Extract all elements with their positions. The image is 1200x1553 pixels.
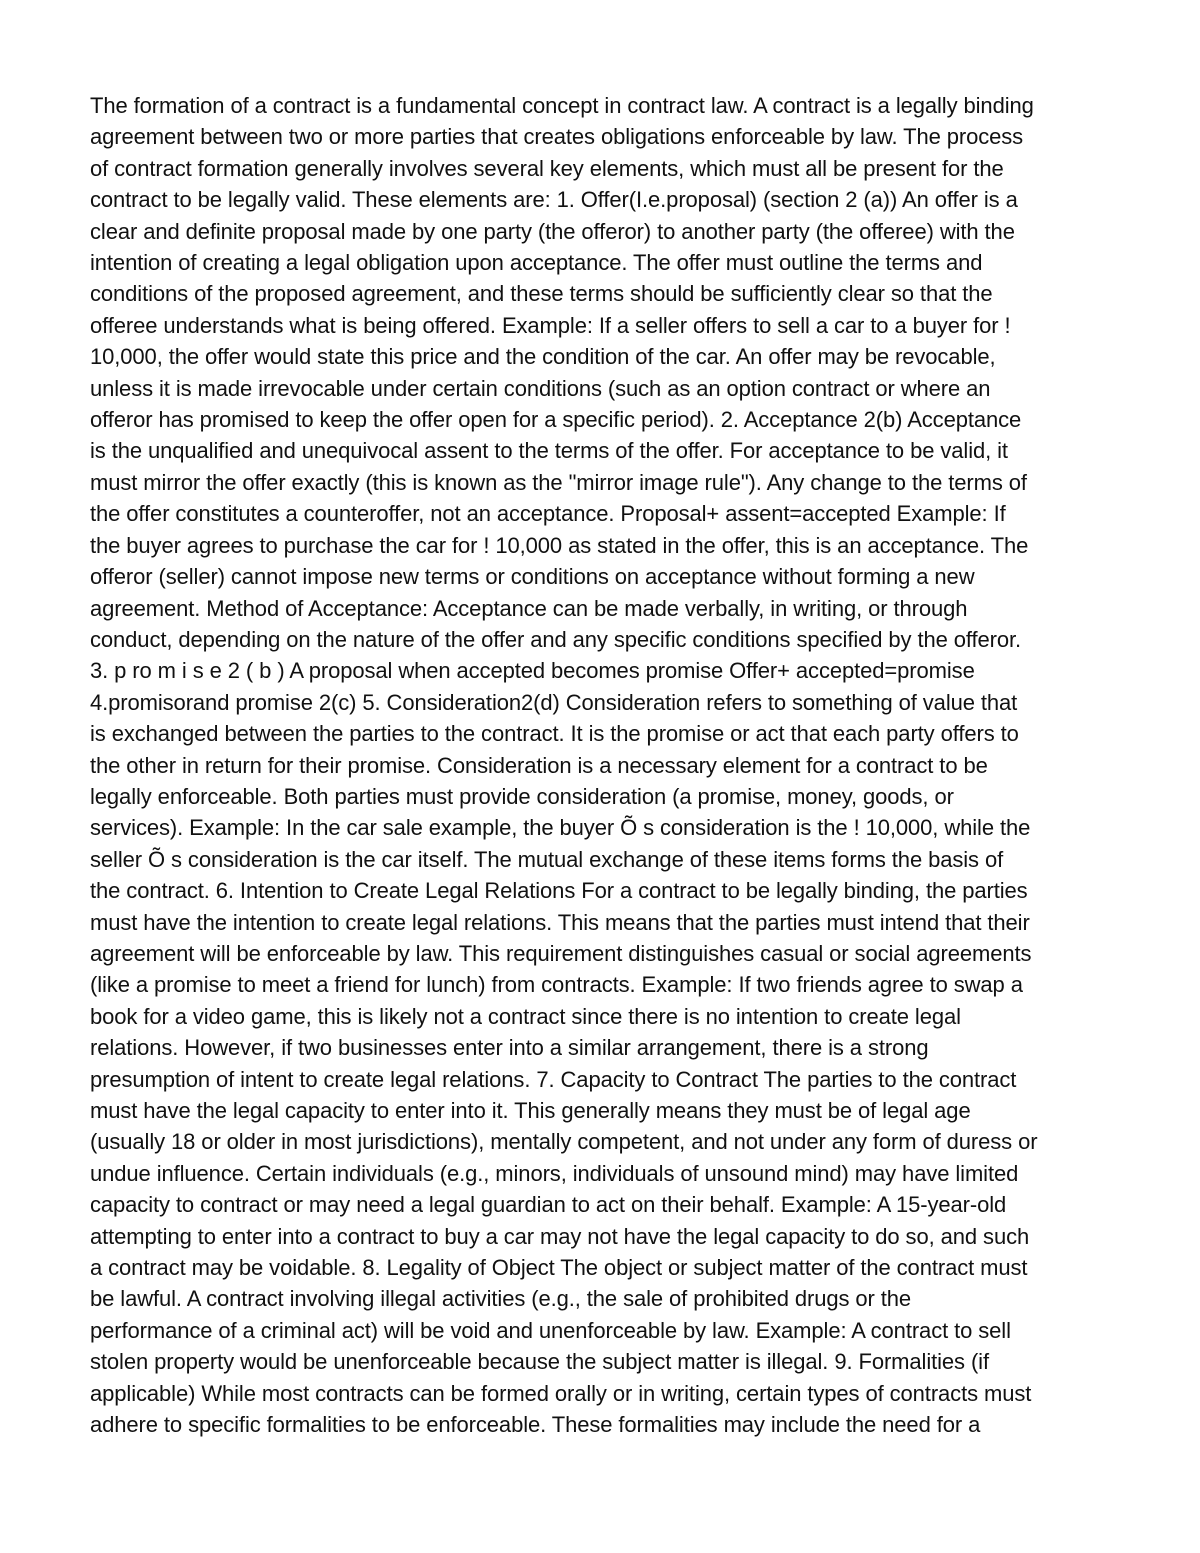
text-line: must have the legal capacity to enter into it. This generally means they must be of legal age	[90, 1098, 971, 1123]
text-line: stolen property would be unenforceable because the subject matter is illegal. 9. Formalities (if	[90, 1349, 989, 1375]
text-line: the other in return for their promise. Consideration is a necessary element for a contract to be	[90, 752, 988, 778]
text-line: conditions of the proposed agreement, and these terms should be sufficiently clear so that the	[90, 281, 993, 307]
text-line: book for a video game, this is likely not a contract since there is no intention to create legal	[90, 1003, 961, 1029]
text-line: intention of creating a legal obligation upon acceptance. The offer must outline the terms and	[90, 250, 983, 276]
text-line: 4.promisorand promise 2(c) 5. Consideration2(d) Consideration refers to something of value that	[90, 689, 1018, 715]
text-line: conduct, depending on the nature of the offer and any specific conditions specified by the offeror.	[90, 626, 1022, 652]
text-line: adhere to specific formalities to be enforceable. These formalities may include the need for a	[90, 1412, 981, 1438]
text-line: 10,000, the offer would state this price and the condition of the car. An offer may be revocable,	[90, 344, 996, 370]
text-line: offeror has promised to keep the offer open for a specific period). 2. Acceptance 2(b) Acceptance	[90, 407, 1022, 433]
text-line: performance of a criminal act) will be void and unenforceable by law. Example: A contract to sell	[90, 1317, 1011, 1343]
text-line: offeror (seller) cannot impose new terms or conditions on acceptance without forming a new	[90, 564, 975, 590]
text-line: offeree understands what is being offered. Example: If a seller offers to sell a car to a buyer for !	[90, 312, 1011, 338]
text-line: must have the intention to create legal relations. This means that the parties must intend that their	[90, 909, 1030, 935]
text-line: the offer constitutes a counteroffer, not an acceptance. Proposal+ assent=accepted Example: If	[90, 501, 1006, 527]
text-line: the buyer agrees to purchase the car for ! 10,000 as stated in the offer, this is an acceptance. The	[90, 532, 1029, 558]
text-line: 3. p ro m i s e 2 ( b ) A proposal when accepted becomes promise Offer+ accepted=promise	[90, 658, 975, 684]
text-line: legally enforceable. Both parties must provide consideration (a promise, money, goods, or	[90, 783, 954, 809]
text-line: contract to be legally valid. These elements are: 1. Offer(I.e.proposal) (section 2 (a)) An offer is a	[90, 187, 1018, 213]
text-line: seller Õ s consideration is the car itself. The mutual exchange of these items forms the basis of	[90, 846, 1004, 872]
text-line: be lawful. A contract involving illegal activities (e.g., the sale of prohibited drugs or the	[90, 1286, 912, 1312]
text-line: (like a promise to meet a friend for lunch) from contracts. Example: If two friends agree to swap a	[90, 972, 1023, 998]
text-line: presumption of intent to create legal relations. 7. Capacity to Contract The parties to the contract	[90, 1066, 1017, 1092]
text-line: the contract. 6. Intention to Create Legal Relations For a contract to be legally binding, the parties	[90, 878, 1028, 904]
text-line: capacity to contract or may need a legal guardian to act on their behalf. Example: A 15-year-old	[90, 1192, 1007, 1218]
text-line: undue influence. Certain individuals (e.g., minors, individuals of unsound mind) may have limited	[90, 1160, 1019, 1186]
text-line: relations. However, if two businesses enter into a similar arrangement, there is a strong	[90, 1035, 929, 1061]
text-line: must mirror the offer exactly (this is known as the "mirror image rule"). Any change to the terms of	[90, 469, 1027, 495]
text-line: clear and definite proposal made by one party (the offeror) to another party (the offeree) with the	[90, 218, 1015, 244]
text-line: is the unqualified and unequivocal assent to the terms of the offer. For acceptance to be valid, it	[90, 438, 1008, 464]
text-line: unless it is made irrevocable under certain conditions (such as an option contract or where an	[90, 375, 991, 401]
text-line: applicable) While most contracts can be formed orally or in writing, certain types of contracts must	[90, 1380, 1032, 1406]
text-line: is exchanged between the parties to the contract. It is the promise or act that each party offers to	[90, 721, 1019, 747]
text-line: agreement. Method of Acceptance: Acceptance can be made verbally, in writing, or through	[90, 595, 968, 621]
document-body-text	[90, 90, 1120, 1440]
text-line: agreement between two or more parties that creates obligations enforceable by law. The process	[90, 124, 1024, 150]
text-line: a contract may be voidable. 8. Legality of Object The object or subject matter of the contract must	[90, 1255, 1028, 1281]
text-line: The formation of a contract is a fundamental concept in contract law. A contract is a legally binding	[90, 93, 1034, 118]
text-line: agreement will be enforceable by law. This requirement distinguishes casual or social agreements	[90, 940, 1032, 966]
text-line: (usually 18 or older in most jurisdictions), mentally competent, and not under any form of duress or	[90, 1129, 1038, 1155]
text-line: services). Example: In the car sale example, the buyer Õ s consideration is the ! 10,000, while the	[90, 815, 1031, 841]
text-line: attempting to enter into a contract to buy a car may not have the legal capacity to do so, and such	[90, 1223, 1030, 1249]
text-line: of contract formation generally involves several key elements, which must all be present for the	[90, 155, 1004, 181]
